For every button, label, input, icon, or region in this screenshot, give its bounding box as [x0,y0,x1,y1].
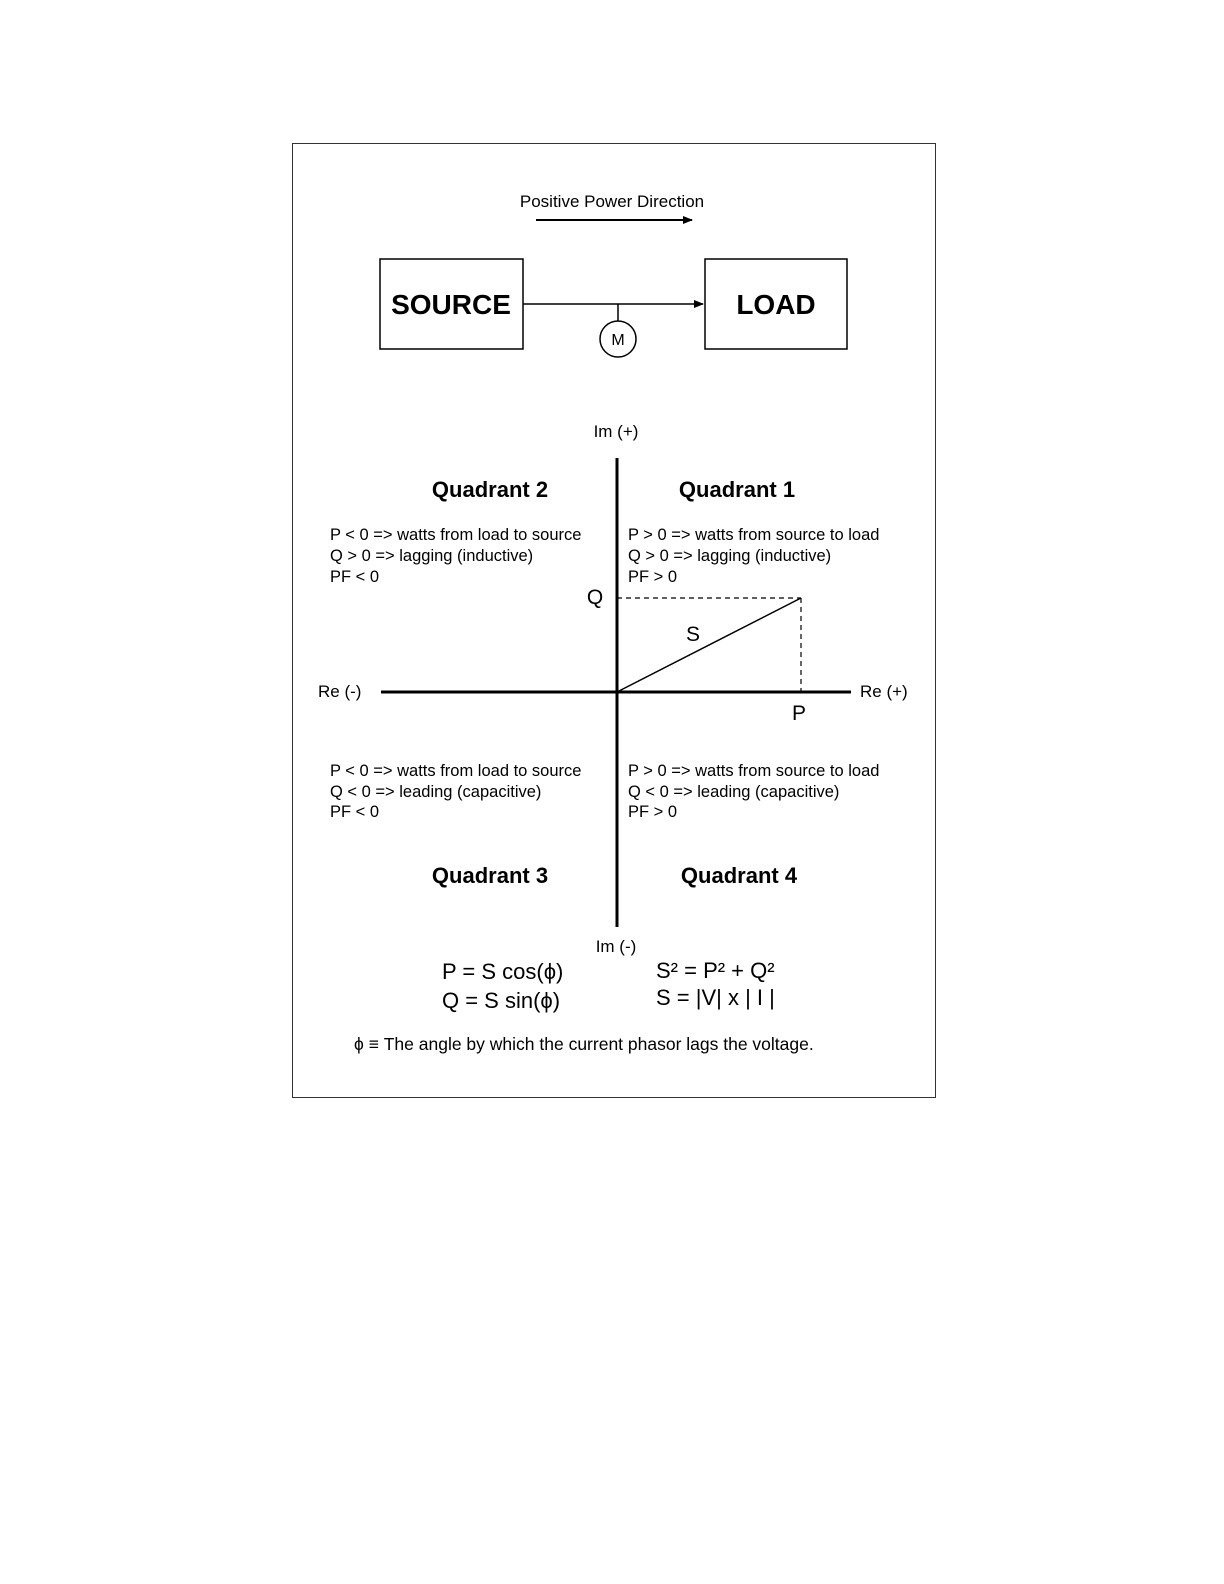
im-neg-label: Im (-) [595,937,637,956]
q-label: Q [586,586,604,609]
q3-line-1: P < 0 => watts from load to source [330,762,582,780]
formula-q: Q = S sin(ϕ) [442,988,561,1013]
q3-line-2: Q < 0 => leading (capacitive) [330,783,542,801]
source-label: SOURCE [391,289,511,320]
q2-line-2: Q > 0 => lagging (inductive) [330,547,534,565]
q4-line-1: P > 0 => watts from source to load [628,762,880,780]
formula-p: P = S cos(ϕ) [442,959,564,984]
load-label: LOAD [736,289,816,320]
q4-line-3: PF > 0 [628,803,678,821]
phi-definition: ϕ ≡ The angle by which the current phasor lags the voltage. [354,1034,814,1054]
meter-label: M [611,332,625,349]
p-label: P [791,702,807,725]
formula-s-squared: S² = P² + Q² [656,958,775,983]
quadrant-2-title: Quadrant 2 [431,477,549,502]
re-pos-label: Re (+) [860,682,908,701]
quadrant-4-title: Quadrant 4 [680,863,798,888]
im-pos-label: Im (+) [593,422,639,441]
re-neg-label: Re (-) [318,682,362,701]
formula-s: S = |V| x | I | [656,985,775,1010]
s-label: S [685,623,701,646]
q4-line-2: Q < 0 => leading (capacitive) [628,783,840,801]
q2-line-1: P < 0 => watts from load to source [330,526,582,544]
q1-line-3: PF > 0 [628,568,678,586]
direction-label: Positive Power Direction [519,192,705,211]
phasor-s [617,598,801,692]
quadrant-1-title: Quadrant 1 [678,477,796,502]
q3-line-3: PF < 0 [330,803,380,821]
q2-line-3: PF < 0 [330,568,380,586]
q1-line-2: Q > 0 => lagging (inductive) [628,547,832,565]
quadrant-3-title: Quadrant 3 [431,863,549,888]
q1-line-1: P > 0 => watts from source to load [628,526,880,544]
